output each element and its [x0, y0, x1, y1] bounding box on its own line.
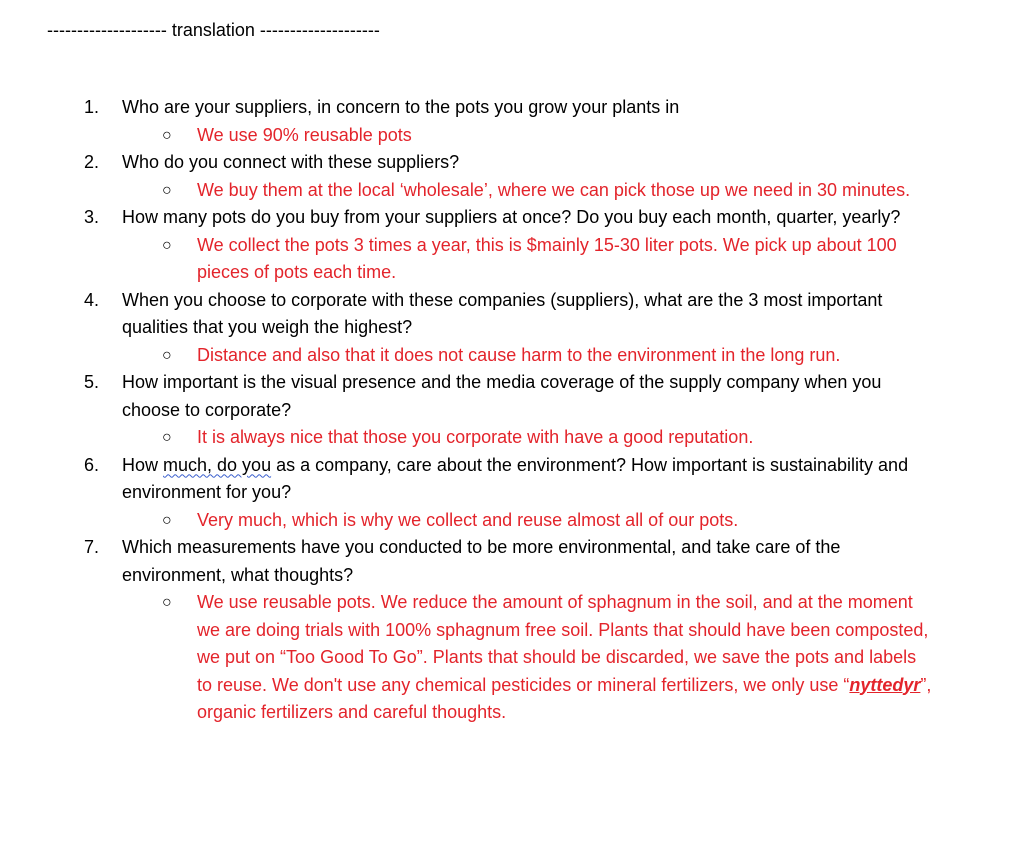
answer-text-suffix: ”, organic fertilizers and careful thoughts.: [197, 674, 932, 722]
question-item-6: [0, 452, 932, 535]
question-text-prefix: How: [122, 454, 164, 475]
question-number: 2.: [84, 152, 100, 172]
spellcheck-flagged-text[interactable]: much, do you: [163, 454, 272, 475]
answer-row: [122, 507, 932, 535]
answer-row: [122, 122, 932, 150]
question-item-4: [0, 287, 932, 370]
question-item-1: [0, 94, 932, 149]
answer-text: We use 90% reusable pots: [197, 124, 412, 145]
answer-text: We buy them at the local ‘wholesale’, where we can pick those up we need in 30 minutes.: [197, 179, 911, 200]
answer-text: [197, 589, 932, 727]
question-text: When you choose to corporate with these companies (suppliers), what are the 3 most important qualities that you weigh the highest?: [122, 289, 883, 337]
translation-heading: -------------------- translation --------------------: [47, 20, 380, 40]
question-number: 3.: [84, 207, 100, 227]
question-list: [0, 94, 932, 727]
question-text-suffix: as a company, care about the environment? How important is sustainability and environment for you?: [122, 454, 909, 502]
nyttedyr-link[interactable]: nyttedyr: [849, 674, 921, 695]
answer-text: Very much, which is why we collect and reuse almost all of our pots.: [197, 509, 739, 530]
question-text: How many pots do you buy from your suppliers at once? Do you buy each month, quarter, yearly?: [122, 207, 901, 227]
question-text: Who do you connect with these suppliers?: [122, 152, 460, 172]
answer-row: [122, 589, 932, 727]
question-number: 6.: [84, 454, 100, 475]
hollow-bullet-icon: ○: [162, 236, 172, 254]
answer-text-prefix: We use reusable pots. We reduce the amount of sphagnum in the soil, and at the moment we are doing trials with 100% sphagnum free soil. Plants that should have been composted, we put on “Too Good To Go”. Plants that should be discarded, we save the pots and labels to reuse. We don't use any chemical pesticides or mineral fertilizers, we only use “: [197, 592, 929, 695]
question-item-3: [0, 204, 932, 287]
question-number: 1.: [84, 97, 100, 117]
answer-row: [122, 342, 932, 370]
hollow-bullet-icon: ○: [162, 511, 172, 529]
question-item-7: [0, 534, 932, 727]
answer-text: It is always nice that those you corporate with have a good reputation.: [197, 427, 754, 447]
hollow-bullet-icon: ○: [162, 181, 172, 199]
answer-text: Distance and also that it does not cause harm to the environment in the long run.: [197, 344, 841, 365]
answer-row: [122, 424, 932, 452]
question-number: 7.: [84, 537, 100, 557]
hollow-bullet-icon: ○: [162, 594, 172, 611]
hollow-bullet-icon: ○: [162, 429, 172, 446]
hollow-bullet-icon: ○: [162, 126, 172, 144]
answer-row: [122, 177, 932, 205]
question-item-5: [0, 369, 932, 452]
answer-text: We collect the pots 3 times a year, this is $mainly 15-30 liter pots. We pick up about 100 pieces of pots each time.: [197, 234, 897, 282]
question-text: Which measurements have you conducted to be more environmental, and take care of the environment, what thoughts?: [122, 537, 841, 585]
question-item-2: [0, 149, 932, 204]
question-number: 5.: [84, 372, 100, 392]
question-number: 4.: [84, 289, 100, 310]
question-text: [122, 452, 932, 507]
question-text: How important is the visual presence and the media coverage of the supply company when you choose to corporate?: [122, 372, 882, 420]
answer-row: [122, 232, 932, 287]
question-text: Who are your suppliers, in concern to the pots you grow your plants in: [122, 97, 680, 117]
hollow-bullet-icon: ○: [162, 346, 172, 364]
